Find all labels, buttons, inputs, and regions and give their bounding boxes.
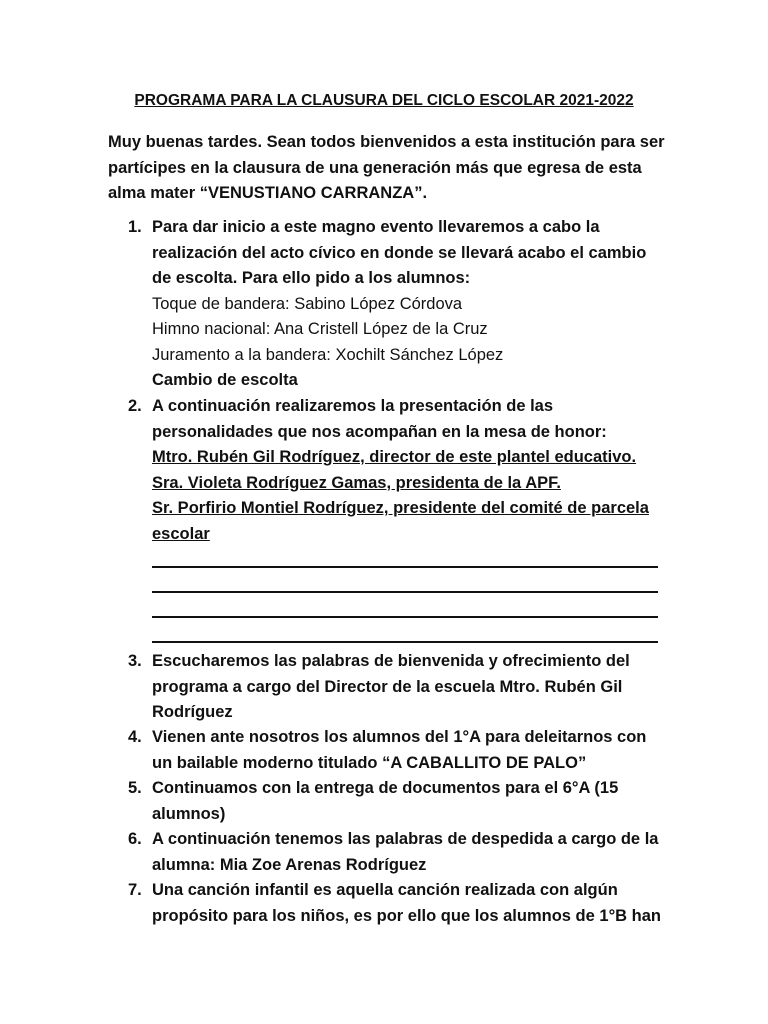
item-line: Himno nacional: Ana Cristell López de la Cruz [152, 320, 488, 338]
item-line: alumna: Mia Zoe Arenas Rodríguez [152, 855, 427, 874]
item-number: 2. [128, 397, 142, 415]
item-line: Una canción infantil es aquella canción realizada con algún [152, 881, 618, 899]
intro-line: Muy buenas tardes. Sean todos bienvenidos a esta institución para ser [108, 133, 665, 151]
item-line: escolar [152, 524, 210, 543]
item-line: Mtro. Rubén Gil Rodríguez, director de este plantel educativo. [152, 448, 637, 466]
item-body [152, 649, 672, 726]
item-body [152, 878, 672, 929]
item-line: A continuación tenemos las palabras de despedida a cargo de la [152, 830, 659, 848]
item-line: un bailable moderno titulado “A CABALLITO DE PALO” [152, 753, 587, 772]
item-number: 6. [128, 830, 142, 848]
item-number: 5. [128, 779, 142, 797]
item-line: A continuación realizaremos la presentación de las [152, 397, 554, 415]
item-line: alumnos) [152, 804, 226, 823]
item-number: 3. [128, 652, 142, 670]
intro-line: partícipes en la clausura de una generación más que egresa de esta [108, 158, 642, 177]
item-line: Sra. Violeta Rodríguez Gamas, presidenta de la APF. [152, 473, 561, 492]
item-body [152, 776, 672, 827]
item-number: 4. [128, 728, 142, 746]
intro-line: alma mater “VENUSTIANO CARRANZA”. [108, 184, 428, 202]
blank-fill-line [152, 616, 658, 618]
item-number: 7. [128, 881, 142, 899]
item-line: realización del acto cívico en donde se llevará acabo el cambio [152, 243, 647, 262]
item-line: Escucharemos las palabras de bienvenida y ofrecimiento del [152, 652, 630, 670]
item-line: Para dar inicio a este magno evento llevaremos a cabo la [152, 218, 600, 236]
document-title: PROGRAMA PARA LA CLAUSURA DEL CICLO ESCOLAR 2021-2022 [134, 92, 634, 109]
item-line: propósito para los niños, es por ello que los alumnos de 1°B han [152, 906, 662, 925]
blank-fill-line [152, 591, 658, 593]
item-body [152, 394, 672, 547]
item-line: personalidades que nos acompañan en la mesa de honor: [152, 422, 607, 441]
item-number: 1. [128, 218, 142, 236]
item-line: Cambio de escolta [152, 371, 298, 389]
blank-fill-line [152, 641, 658, 643]
item-line: Continuamos con la entrega de documentos para el 6°A (15 [152, 779, 619, 797]
intro-paragraph [108, 130, 668, 207]
item-body [152, 215, 672, 394]
item-line: programa a cargo del Director de la escuela Mtro. Rubén Gil [152, 677, 623, 696]
item-line: Vienen ante nosotros los alumnos del 1°A para deleitarnos con [152, 728, 647, 746]
item-line: Sr. Porfirio Montiel Rodríguez, presidente del comité de parcela [152, 499, 649, 517]
item-body [152, 725, 672, 776]
item-body [152, 827, 672, 878]
blank-fill-line [152, 566, 658, 568]
item-line: Juramento a la bandera: Xochilt Sánchez López [152, 345, 504, 364]
item-line: de escolta. Para ello pido a los alumnos: [152, 269, 471, 287]
item-line: Rodríguez [152, 703, 233, 721]
item-line: Toque de bandera: Sabino López Córdova [152, 294, 463, 313]
